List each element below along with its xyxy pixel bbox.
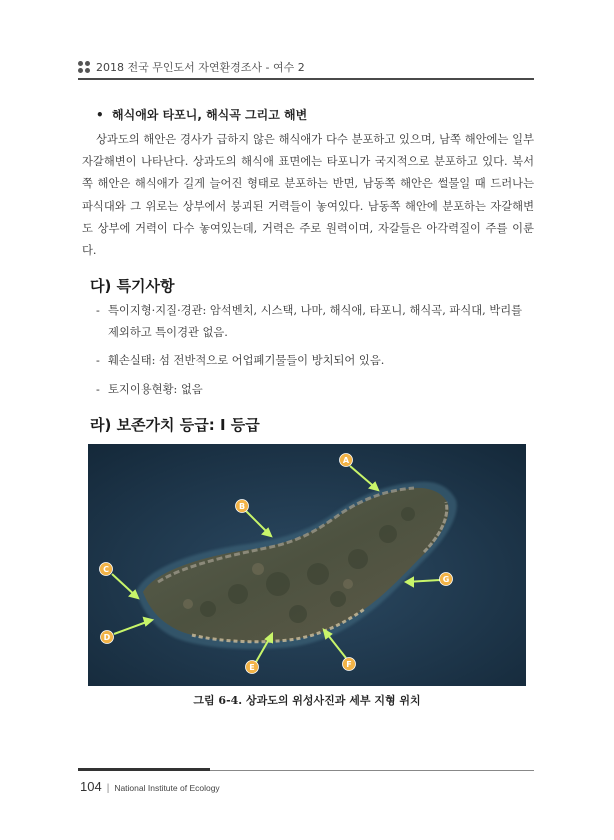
bullet-icon: •: [96, 108, 113, 122]
footer-accent-bar: [78, 768, 210, 771]
footer-institute: National Institute of Ecology: [114, 783, 220, 793]
list-item: [96, 300, 536, 344]
paragraph-text: 상과도의 해안은 경사가 급하지 않은 해식애가 다수 분포하고 있으며, 남쪽 해안에는 일부 자갈해변이 나타난다. 상과도의 해식애 표면에는 타포니가 국지적으로 분포하고 있다. 북서쪽 해안은 해식애가 길게 늘어진 형태로 분포하는 반면, 남동쪽 해안은 썰물일 때 드러나는 파식대와 그 위로는 상부에서 붕괴된 거력들이 놓여있다. 남동쪽 해안에 분포하는 자갈해변도 상부에 거력이 다수 놓여있는데, 거력은 주로 원력이며, 자갈들은 아각력질이 주를 이룬다.: [82, 133, 534, 258]
svg-text:A: A: [342, 456, 350, 465]
marker-b: [236, 500, 249, 513]
page-footer: [80, 779, 220, 794]
running-header: [78, 56, 534, 78]
list-item: [96, 350, 536, 372]
list-item: [96, 379, 536, 401]
list-item-text: 토지이용현황: 없음: [108, 382, 203, 396]
marker-a: [340, 454, 353, 467]
header-rule: [78, 78, 534, 80]
marker-g: [440, 573, 453, 586]
footer-separator: |: [106, 783, 110, 794]
svg-text:G: G: [442, 575, 450, 584]
marker-f: [343, 658, 356, 671]
header-title: 2018 전국 무인도서 자연환경조사 - 여수 2: [96, 61, 305, 74]
special-notes-list: [96, 300, 536, 401]
marker-e: [246, 661, 259, 674]
svg-text:F: F: [346, 660, 352, 669]
marker-c: [100, 563, 113, 576]
special-notes-heading: 다) 특기사항: [90, 277, 175, 295]
list-item-text: 특이지형·지질·경관: 암석벤치, 시스택, 나마, 해식애, 타포니, 해식곡, 파식대, 박리를 제외하고 특이경관 없음.: [108, 304, 523, 340]
svg-text:E: E: [249, 663, 255, 672]
svg-text:D: D: [103, 633, 111, 642]
list-dash: -: [96, 304, 100, 317]
svg-text:B: B: [238, 502, 246, 511]
list-dash: -: [96, 382, 100, 396]
marker-d: [101, 631, 114, 644]
bullet-title-text: 해식애와 타포니, 해식곡 그리고 해변: [112, 108, 308, 122]
list-dash: -: [96, 354, 100, 368]
section-bullet-title: [96, 106, 307, 123]
body-paragraph: [82, 129, 534, 262]
list-item-text: 훼손실태: 섬 전반적으로 어업폐기물들이 방치되어 있음.: [108, 354, 385, 368]
satellite-image: [88, 444, 526, 686]
header-dots-icon: [78, 61, 90, 73]
conservation-heading: 라) 보존가치 등급: Ⅰ 등급: [90, 416, 260, 434]
page-number: 104: [80, 779, 102, 794]
svg-text:C: C: [103, 565, 109, 574]
figure-caption: 그림 6-4. 상과도의 위성사진과 세부 지형 위치: [193, 694, 421, 707]
